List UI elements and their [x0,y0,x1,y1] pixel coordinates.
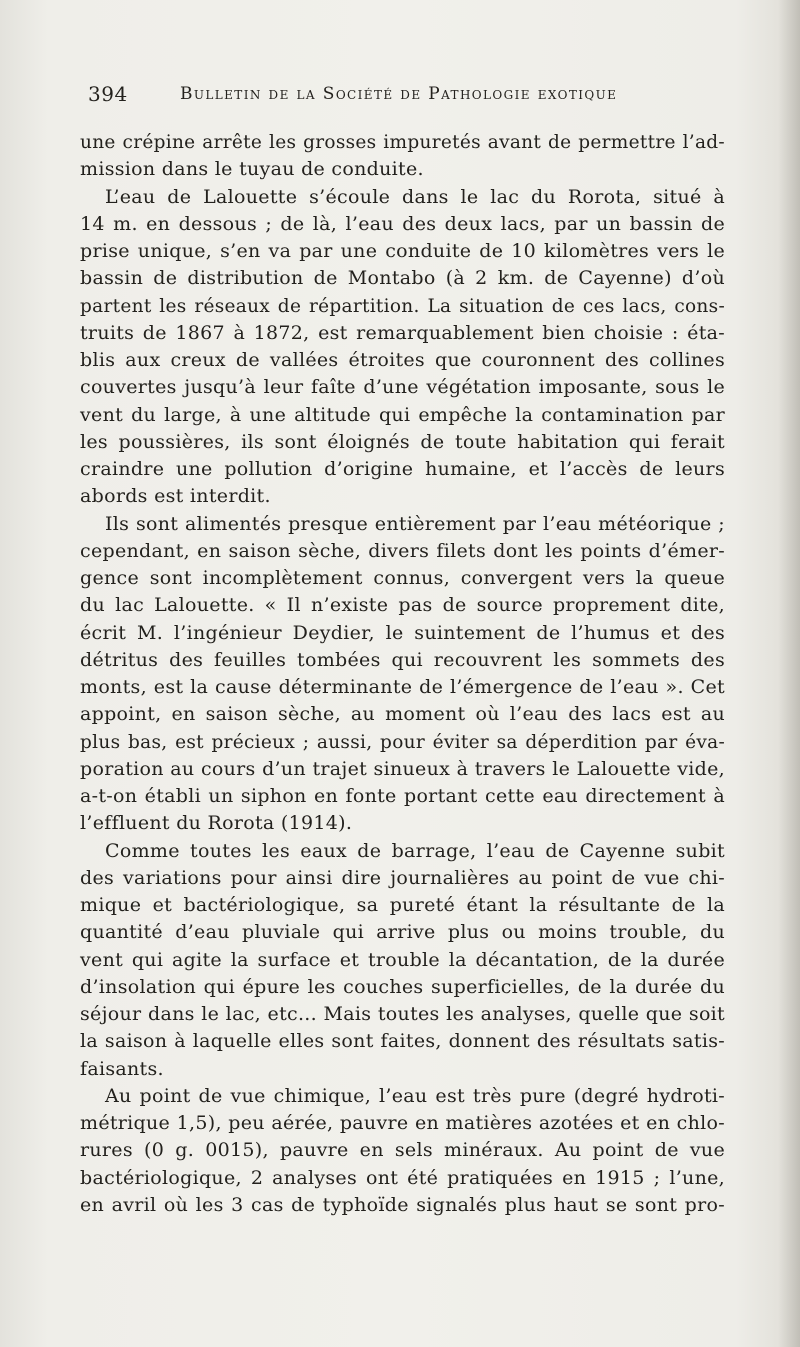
text-line: Au point de vue chimique, l’eau est très pure (degré hydroti- [105,1084,725,1107]
page-edge-shadow [778,0,800,1347]
text-line: abords est interdit. [80,485,271,508]
text-line: vent qui agite la surface et trouble la décantation, de la durée [80,948,725,971]
journal-title: Bulletin de la Société de Pathologie exotique [180,84,618,104]
text-line: les poussières, ils sont éloignés de toute habitation qui ferait [80,430,725,453]
text-line: d’insolation qui épure les couches superficielles, de la durée du [80,975,725,998]
text-line: a-t-on établi un siphon en fonte portant cette eau directement à [80,785,725,807]
text-line: appoint, en saison sèche, au moment où l’eau des lacs est au [80,703,725,726]
text-line: la saison à laquelle elles sont faites, donnent des résultats satis- [80,1030,725,1053]
text-line: mission dans le tuyau de conduite. [80,158,424,181]
text-line: des variations pour ainsi dire journalières au point de vue chi- [80,866,725,889]
text-line: plus bas, est précieux ; aussi, pour éviter sa déperdition par éva- [80,731,725,753]
text-line: écrit M. l’ingénieur Deydier, le suintement de l’humus et des [80,621,725,644]
text-line: métrique 1,5), peu aérée, pauvre en matières azotées et en chlo- [80,1112,725,1134]
text-line: détritus des feuilles tombées qui recouvrent les sommets des [80,648,725,671]
text-line: partent les réseaux de répartition. La situation de ces lacs, cons- [80,295,725,317]
text-line: cependant, en saison sèche, divers filets dont les points d’émer- [80,539,725,562]
text-line: L’eau de Lalouette s’écoule dans le lac du Rorota, situé à [105,185,725,208]
text-line: en avril où les 3 cas de typhoïde signalés plus haut se sont pro- [80,1193,725,1216]
text-line: couvertes jusqu’à leur faîte d’une végétation imposante, sous le [80,376,725,399]
text-line: Comme toutes les eaux de barrage, l’eau de Cayenne subit [105,839,725,862]
text-line: monts, est la cause déterminante de l’émergence de l’eau ». Cet [80,676,725,698]
page-number: 394 [88,82,128,106]
text-line: une crépine arrête les grosses impuretés avant de permettre l’ad- [80,132,725,153]
text-line: Ils sont alimentés presque entièrement par l’eau météorique ; [105,512,725,535]
text-line: séjour dans le lac, etc... Mais toutes les analyses, quelle que soit [80,1003,725,1025]
text-line: blis aux creux de vallées étroites que couronnent des collines [80,349,725,371]
text-line: gence sont incomplètement connus, convergent vers la queue [80,567,725,589]
text-line: bassin de distribution de Montabo (à 2 km. de Cayenne) d’où [80,267,725,290]
text-line: faisants. [80,1057,164,1080]
body-text [80,129,725,1219]
text-line: bactériologique, 2 analyses ont été pratiquées en 1915 ; l’une, [80,1166,725,1189]
text-line: 14 m. en dessous ; de là, l’eau des deux lacs, par un bassin de [80,212,725,235]
running-head [88,80,648,114]
text-line: l’effluent du Rorota (1914). [80,812,353,835]
text-line: truits de 1867 à 1872, est remarquablement bien choisie : éta- [80,321,725,344]
text-line: quantité d’eau pluviale qui arrive plus ou moins trouble, du [80,921,725,944]
text-line: prise unique, s’en va par une conduite de 10 kilomètres vers le [80,240,725,262]
text-line: craindre une pollution d’origine humaine, et l’accès de leurs [80,458,725,480]
text-line: poration au cours d’un trajet sinueux à travers le Lalouette vide, [80,757,725,780]
text-line: rures (0 g. 0015), pauvre en sels minéraux. Au point de vue [80,1139,725,1162]
text-line: mique et bactériologique, sa pureté étant la résultante de la [80,894,725,916]
text-line: vent du large, à une altitude qui empêche la contamination par [80,403,725,426]
text-line: du lac Lalouette. « Il n’existe pas de source proprement dite, [80,594,725,617]
